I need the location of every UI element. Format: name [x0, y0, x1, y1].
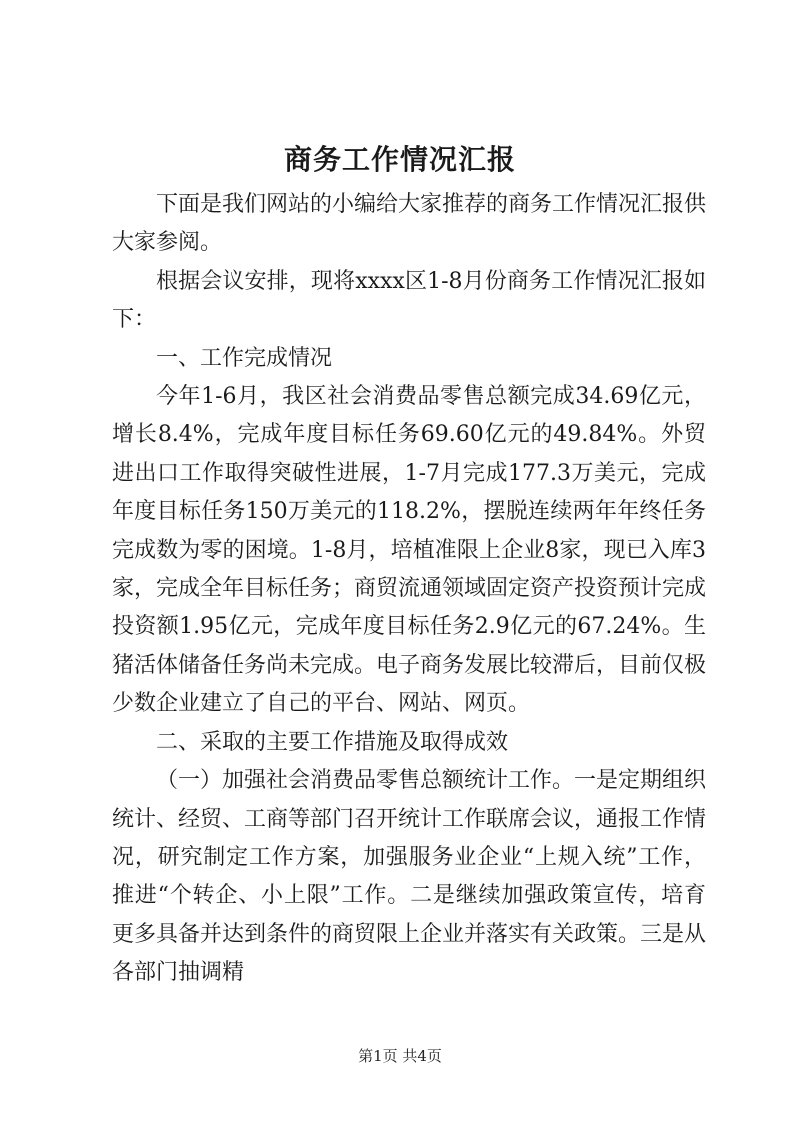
page-footer: 第1页 共4页: [358, 1047, 442, 1065]
section-heading-measures: 二、采取的主要工作措施及取得成效: [156, 729, 509, 755]
paragraph-intro: 下面是我们网站的小编给大家推荐的商务工作情况汇报供大家参阅。: [112, 192, 707, 256]
paragraph-measures-1: （一）加强社会消费品零售总额统计工作。一是定期组织统计、经贸、工商等部门召开统计工作联席会议，通报工作情况，研究制定工作方案，加强服务业企业“上规入统”工作，推进“个转企、小上限”工作。二是继续加强政策宣传，培育更多具备并达到条件的商贸限上企业并落实有关政策。三是从各部门抽调精: [112, 768, 707, 986]
section-heading-completion: 一、工作完成情况: [156, 345, 333, 371]
paragraph-completion-details: 今年1-6月，我区社会消费品零售总额完成34.69亿元，增长8.4%，完成年度目标任务69.60亿元的49.84%。外贸进出口工作取得突破性进展，1-7月完成177.3万美元，完成年度目标任务150万美元的118.2%，摆脱连续两年年终任务完成数为零的困境。1-8月，培植准限上企业8家，现已入库3家，完成全年目标任务；商贸流通领域固定资产投资预计完成投资额1.95亿元，完成年度目标任务2.9亿元的67.24%。生猪活体储备任务尚未完成。电子商务发展比较滞后，目前仅极少数企业建立了自己的平台、网站、网页。: [112, 384, 707, 717]
document-body: [112, 186, 706, 993]
paragraph-arrangement: 根据会议安排，现将xxxx区1-8月份商务工作情况汇报如下：: [112, 268, 706, 333]
document-title: 商务工作情况汇报: [283, 143, 516, 176]
